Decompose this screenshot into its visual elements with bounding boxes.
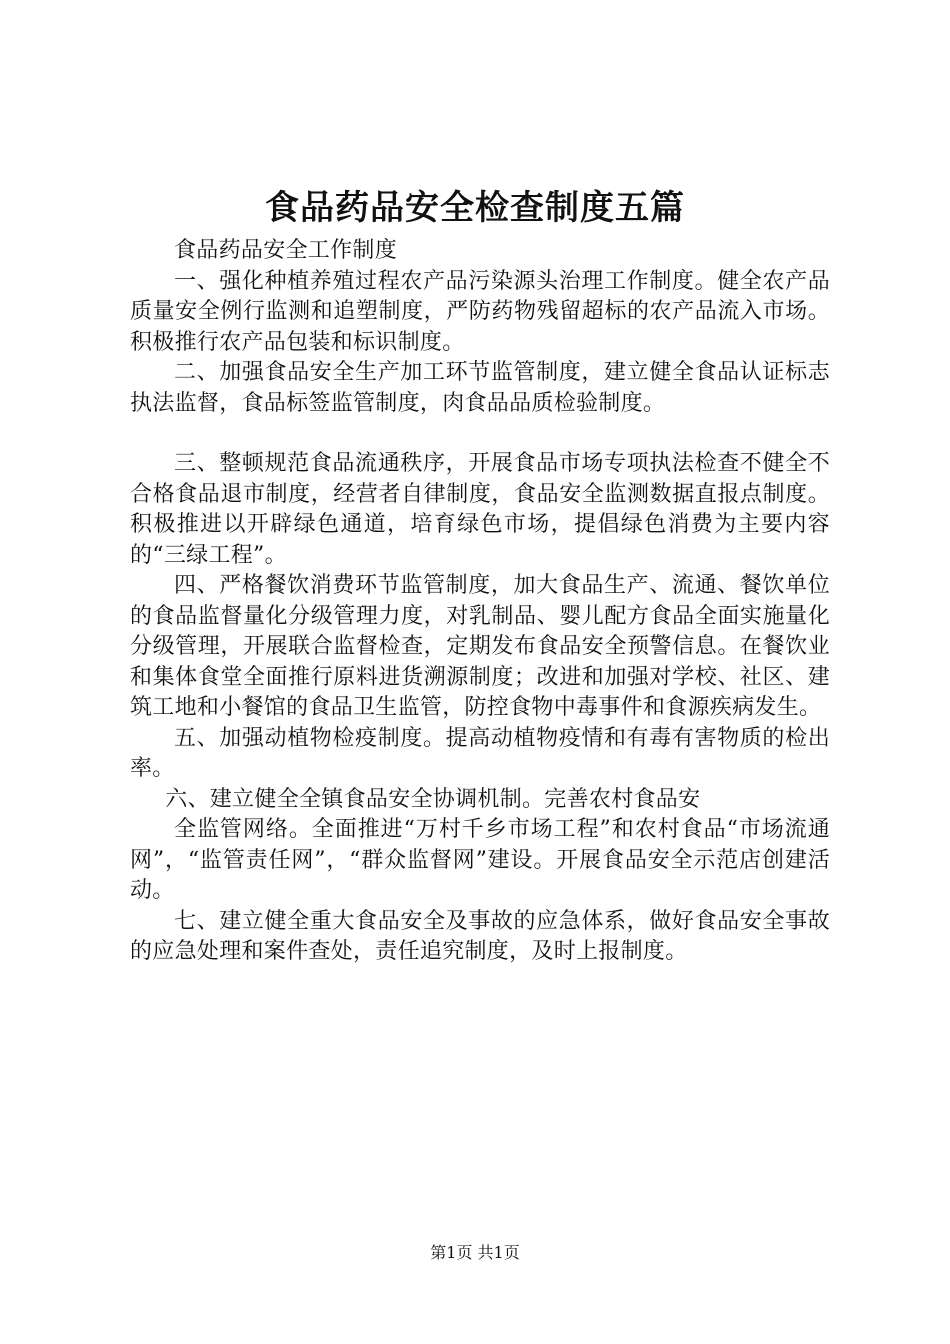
paragraph-1: 一、强化种植养殖过程农产品污染源头治理工作制度。健全农产品质量安全例行监测和追塑制度，严防药物残留超标的农产品流入市场。积极推行农产品包装和标识制度。: [130, 268, 830, 355]
document-body: [130, 236, 830, 968]
paragraph-3: 三、整顿规范食品流通秩序，开展食品市场专项执法检查不健全不合格食品退市制度，经营者自律制度，食品安全监测数据直报点制度。积极推进以开辟绿色通道，培育绿色市场，提倡绿色消费为主要内容的“三绿工程”。: [130, 451, 830, 568]
document-title: 食品药品安全检查制度五篇: [265, 188, 685, 228]
paragraph-2: 二、加强食品安全生产加工环节监管制度，建立健全食品认证标志执法监督，食品标签监管制度，肉食品品质检验制度。: [130, 360, 830, 416]
paragraph-subtitle: 食品药品安全工作制度: [174, 238, 398, 263]
paragraph-6: 六、建立健全全镇食品安全协调机制。完善农村食品安: [165, 786, 701, 812]
paragraph-5: 五、加强动植物检疫制度。提高动植物疫情和有毒有害物质的检出率。: [130, 725, 830, 781]
paragraph-6-continued: 全监管网络。全面推进“万村千乡市场工程”和农村食品“市场流通网”，“监管责任网”，“群众监督网”建设。开展食品安全示范店创建活动。: [130, 817, 830, 903]
paragraph-7: 七、建立健全重大食品安全及事故的应急体系，做好食品安全事故的应急处理和案件查处，责任追究制度，及时上报制度。: [130, 908, 830, 964]
page-footer: 第1页 共1页: [430, 1243, 520, 1262]
paragraph-4: 四、严格餐饮消费环节监管制度，加大食品生产、流通、餐饮单位的食品监督量化分级管理力度，对乳制品、婴儿配方食品全面实施量化分级管理，开展联合监督检查，定期发布食品安全预警信息。在餐饮业和集体食堂全面推行原料进货溯源制度；改进和加强对学校、社区、建筑工地和小餐馆的食品卫生监管，防控食物中毒事件和食源疾病发生。: [130, 573, 830, 720]
paragraph-spacer: [130, 419, 830, 449]
